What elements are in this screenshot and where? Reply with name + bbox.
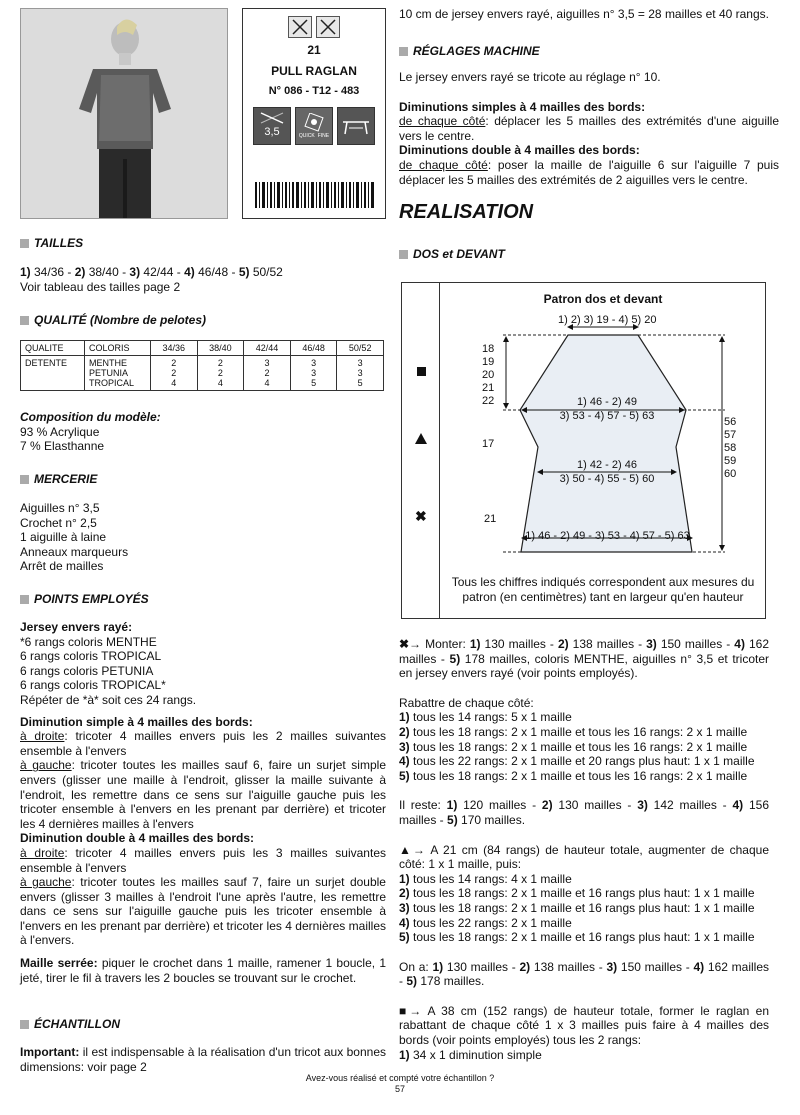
cross-symbol-icon: ✖ [415,508,427,524]
triangle-symbol-icon [415,433,427,444]
top-width-label: 1) 2) 3) 19 - 4) 5) 20 [558,314,657,326]
pattern-caption: Tous les chiffres indiqués correspondent aux mesures du patron (en centimètres) tant en largeur qu'en hauteur [451,575,755,604]
gauge-text: 10 cm de jersey envers rayé, aiguilles n° 3,5 = 28 mailles et 40 rangs. [399,7,769,21]
bullet-square-icon [399,250,408,259]
knitting-needles-icon [288,16,312,38]
bullet-square-icon [20,316,29,325]
composition-line: 7 % Elasthanne [20,439,105,454]
section-heading-qualite: QUALITÉ (Nombre de pelotes) [20,313,206,328]
instructions-block: ✖→ Monter: 1) 130 mailles - 2) 138 mailles - 3) 150 mailles - 4) 162 mailles - 5) 178 mailles, coloris MENTHE, aiguilles n° 3,5 et tricoter en jersey envers rayé (voir points employés). Rabattre de chaque côté: 1) tous les 14 rangs: 5 x 1 maille 2) tous les 18 rangs: 2 x 1 maille et tous les 16 rangs: 2 x 1 maille 3) tous les 18 rangs: 2 x 1 maille et tous les 16 rangs: 2 x 1 maille 4) tous les 22 rangs: 2 x 1 maille et 20 rangs plus haut: 1 x 1 maille 5) tous les 18 rangs: 2 x 1 maille et tous les 16 rangs: 2 x 1 maille Il reste: 1) 120 mailles - 2) 130 mailles - 3) 142 mailles - 4) 156 mailles - 5) 170 mailles. ▲→ A 21 cm (84 rangs) de hauteur totale, augmenter de chaque côté: 1 x 1 maille, puis: 1) tous les 14 rangs: 4 x 1 maille 2) tous les 18 rangs: 2 x 1 maille et 16 rangs plus haut: 1 x 1 maille 3) tous les 18 rangs: 2 x 1 maille et 16 rangs plus haut: 1 x 1 maille 4) tous les 22 rangs: 2 x 1 maille 5) tous les 18 rangs: 2 x 1 maille et 16 rangs plus haut: 1 x 1 maille On a: 1) 130 mailles - 2) 138 mailles - 3) 150 mailles - 4) 162 mailles - 5) 178 mailles. ■→ A 38 cm (152 rangs) de hauteur totale, former le raglan en rabattant de chaque côté 1 x 3 mailles puis faire à 4 mailles des bords (voir points employés) tous les 2 rangs: 1) 34 x 1 diminution simple [399,637,770,1062]
symbol-column [402,283,440,618]
needles-icons [243,16,385,38]
quick-box [295,107,333,145]
knitting-needles-icon [316,16,340,38]
list-item: Arrêt de mailles [20,559,104,574]
list-item: 1 aiguille à laine [20,530,107,545]
line-label: FINE [317,132,330,139]
composition-title: Composition du modèle: [20,410,161,424]
dim-simple-title: Diminution simple à 4 mailles des bords: [20,714,253,729]
pattern-diagram [401,282,766,619]
points-block: Jersey envers rayé: *6 rangs coloris MENTHE 6 rangs coloris TROPICAL 6 rangs coloris PETUNIA 6 rangs coloris TROPICAL* Répéter de *à* soit ces 24 rangs. Diminution simple à 4 mailles des bords: à droite: tricoter 4 mailles envers puis les 2 mailles suivantes ensemble à l'envers à gauche: tricoter toutes les mailles sauf 6, faire un surjet simple envers (glisser une maille à l'endroit, glisser la maille suivante à l'endroit, les remettre dans ce sens sur l'aiguille gauche puis les tricoter ensemble à l'envers en les prenant par derrière) et tricoter les 4 dernières mailles à l'envers Diminution double à 4 mailles des bords: à droite: tricoter 4 mailles envers puis les 3 mailles suivantes ensemble à l'envers à gauche: tricoter toutes les mailles sauf 7, faire un surjet double envers (glisser 3 mailles à l'endroit l'une après l'autre, les remettre dans ce sens sur l'aiguille gauche puis les tricoter ensemble à l'envers en les prenant par derrière) et tricoter les 4 dernières mailles à l'envers. Maille serrée: piquer le crochet dans 1 maille, ramener 1 boucle, 1 jeté, tirer le fil à travers les 2 boucles se trouvant sur le crochet. [20,620,386,985]
bullet-square-icon [20,475,29,484]
footer [0,1073,800,1095]
yarn-quantity-table [20,340,384,391]
model-silhouette [21,9,228,219]
bullet-square-icon [20,595,29,604]
pattern-title: Patron dos et devant [543,292,663,306]
left-bottom-label: 21 [484,513,497,525]
barcode [255,182,375,208]
section-heading-echantillon: ÉCHANTILLON [20,1017,120,1032]
echantillon-important: Important: il est indispensable à la réalisation d'un tricot aux bonnes dimensions: voir page 2 [20,1045,386,1074]
yarn-ball-icon [303,113,325,133]
sizes-line: 1) 34/36 - 2) 38/40 - 3) 42/44 - 4) 46/48 - 5) 50/52 Voir tableau des tailles page 2 [20,265,380,294]
table-row: DETENTE MENTHE PETUNIA TROPICAL 2 2 4 2 2 4 3 2 4 3 3 5 3 3 5 [21,356,384,391]
cross-arrow-icon: ✖→ [399,637,426,651]
mid-width-label: 1) 42 - 2) 46 3) 50 - 4) 55 - 5) 60 [559,459,655,485]
section-heading-points: POINTS EMPLOYÉS [20,592,149,607]
reglages-block: Le jersey envers rayé se tricote au réglage n° 10. Diminutions simples à 4 mailles des bords: de chaque côté: déplacer les 5 mailles des extrémités d'une aiguille vers le centre. Diminutions double à 4 mailles des bords: de chaque côté: poser la maille de l'aiguille 6 sur l'aiguille 7 puis déplacer les 5 mailles des extrémités de 2 aiguilles vers le centre. [399,70,779,187]
quick-label: QUICK [298,132,315,139]
pattern-info-card [242,8,386,219]
iron-box [337,107,375,145]
triangle-arrow-icon: ▲→ [399,842,431,857]
section-heading-tailles: TAILLES [20,236,83,251]
pattern-ref: N° 086 - T12 - 483 [268,85,360,98]
dim-double-title: Diminution double à 4 mailles des bords: [20,831,255,846]
composition-block [20,410,161,454]
footer-question: Avez-vous réalisé et compté votre échantillon ? [305,1073,495,1083]
page-number: 57 [394,1084,405,1094]
bullet-square-icon [399,47,408,56]
needle-size: 3,5 [264,126,280,139]
sizes-note: Voir tableau des tailles page 2 [20,279,181,294]
upper-width-label: 1) 46 - 2) 49 3) 53 - 4) 57 - 5) 63 [559,396,655,422]
section-heading-mercerie: MERCERIE [20,472,97,487]
model-photo [20,8,228,219]
section-heading-reglages: RÉGLAGES MACHINE [399,44,540,59]
composition-line: 93 % Acrylique [20,424,100,439]
list-item: Aiguilles n° 3,5 [20,501,100,515]
section-heading-dos-devant: DOS et DEVANT [399,247,505,262]
needle-icon [259,111,285,125]
table-symbol-icon [341,116,371,136]
realisation-title: REALISATION [399,201,534,223]
mercerie-list [20,501,128,574]
bullet-square-icon [20,239,29,248]
monter-step: ✖→ Monter: 1) 130 mailles - 2) 138 mailles - 3) 150 mailles - 4) 162 mailles - 5) 178 mailles, coloris MENTHE, aiguilles n° 3,5 et tricoter en jersey envers rayé (voir points employés). [399,637,770,681]
needle-size-box [253,107,291,145]
pattern-title: PULL RAGLAN [271,63,357,78]
list-item: Crochet n° 2,5 [20,515,97,530]
pattern-number: 21 [307,43,321,57]
symbol-boxes [243,107,385,145]
list-item: Anneaux marqueurs [20,544,129,559]
bullet-square-icon [20,1020,29,1029]
bottom-width-label: 1) 46 - 2) 49 - 3) 53 - 4) 57 - 5) 63 [525,530,690,542]
square-arrow-icon: ■→ [399,1003,428,1018]
square-symbol-icon [417,367,426,376]
left-mid-label: 17 [482,438,495,450]
left-top-labels: 18 19 20 21 22 [482,343,495,407]
right-labels: 56 57 58 59 60 [724,416,737,480]
jersey-title: Jersey envers rayé: [20,620,133,634]
maille-serree-title: Maille serrée: [20,956,98,971]
table-header-row: QUALITE COLORIS 34/36 38/40 42/44 46/48 50/52 [21,341,384,356]
